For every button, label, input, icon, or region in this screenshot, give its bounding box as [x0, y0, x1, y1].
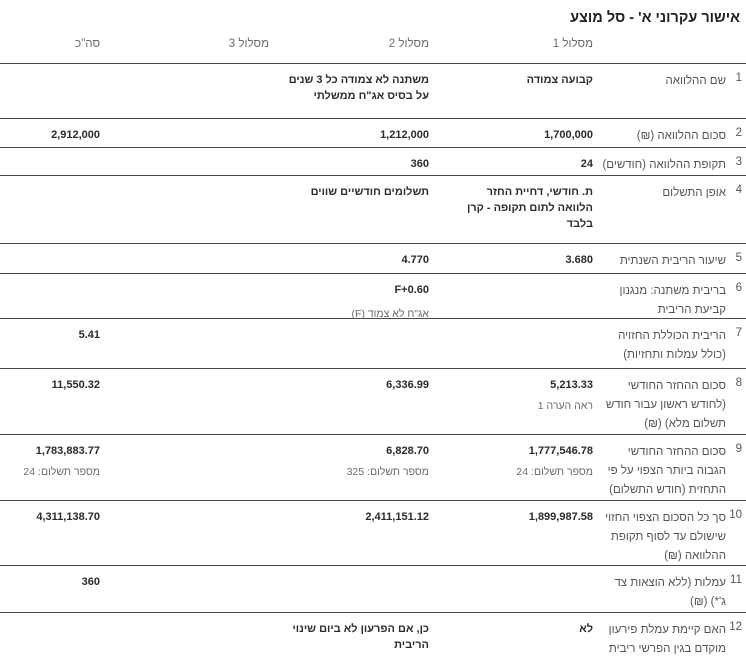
row-label: אופן התשלום — [662, 187, 726, 199]
cell-value: 6,336.99 — [386, 379, 429, 391]
cell-track-1 — [577, 156, 593, 172]
cell-value: 5.41 — [78, 329, 100, 341]
table-row-prepayment-fee — [0, 613, 746, 660]
cell-total — [0, 377, 100, 393]
cell-track-2 — [279, 252, 429, 268]
row-label: סכום ההחזר החודשי (לחודש ראשון עבור חודש תשלום מלא) (₪) — [605, 380, 726, 430]
cell-track-1 — [469, 621, 593, 637]
cell-value: תשלומים חודשיים שווים — [310, 186, 429, 198]
row-number: 6 — [735, 282, 742, 294]
table-row-fees — [0, 566, 746, 613]
table-header — [0, 34, 746, 64]
cell-track-2 — [279, 443, 429, 480]
row-number: 9 — [735, 443, 742, 455]
column-header-track-1: מסלול 1 — [552, 38, 593, 50]
row-label: שם ההלוואה — [665, 75, 726, 87]
table-row-payment-method — [0, 176, 746, 244]
column-header-total: סה"כ — [75, 38, 100, 50]
cell-track-1 — [469, 509, 593, 525]
row-number: 7 — [735, 327, 742, 339]
row-label: עמלות (ללא הוצאות צד ג'*) (₪) — [614, 577, 726, 608]
cell-value: 1,899,987.58 — [528, 511, 593, 523]
cell-value: 360 — [81, 576, 100, 588]
row-number: 8 — [735, 377, 742, 389]
cell-value: F+0.60 — [394, 284, 429, 296]
cell-note: ראה הערה 1 — [537, 400, 593, 412]
cell-track-2 — [279, 72, 429, 104]
row-number: 1 — [735, 72, 742, 84]
table-row-monthly-payment — [0, 369, 746, 435]
row-number: 4 — [735, 184, 742, 196]
table-row-variable-mechanism — [0, 274, 746, 319]
cell-value: 360 — [410, 158, 429, 170]
cell-value: 1,212,000 — [380, 129, 429, 141]
row-number: 3 — [735, 156, 742, 168]
cell-value: משתנה לא צמודה כל 3 שנים על בסיס אג"ח ממשלתי — [288, 74, 429, 102]
column-header-track-3: מסלול 3 — [228, 38, 269, 50]
cell-track-2 — [279, 127, 429, 143]
cell-track-2 — [279, 184, 429, 200]
table-row-annual-interest — [0, 244, 746, 274]
column-header-track-2: מסלול 2 — [388, 38, 429, 50]
row-label: האם קיימת עמלת פירעון מוקדם בגין הפרשי ריבית — [608, 624, 726, 655]
cell-value: לא — [579, 623, 593, 635]
cell-value: 11,550.32 — [51, 379, 100, 391]
cell-track-2 — [279, 377, 429, 393]
cell-value: ת. חודשי, דחיית החזר הלוואה לתום תקופה - קרן בלבד — [466, 186, 593, 230]
cell-total — [0, 574, 100, 590]
cell-value: 5,213.33 — [550, 379, 593, 391]
cell-total — [0, 127, 100, 143]
cell-track-1 — [469, 443, 593, 480]
cell-value: כן, אם הפרעון לא ביום שינוי הריבית — [292, 623, 429, 651]
cell-track-1 — [469, 127, 593, 143]
cell-value: 2,912,000 — [51, 129, 100, 141]
row-label: שיעור הריבית השנתית — [619, 255, 726, 267]
cell-track-2 — [279, 282, 429, 322]
cell-value: 1,777,546.78 — [528, 445, 593, 457]
table-row-loan-amount — [0, 119, 746, 148]
cell-track-1 — [469, 72, 593, 88]
row-number: 12 — [729, 621, 742, 633]
row-label: הריבית הכוללת החזויה (כולל עמלות ותחזיות) — [618, 330, 726, 361]
row-label: סכום ההחזר החודשי הגבוה ביותר הצפוי על פי התחזית (חודש התשלום) — [607, 446, 726, 496]
table-row-loan-name — [0, 64, 746, 119]
row-label: בריבית משתנה: מנגנון קביעת הריבית — [619, 285, 726, 316]
cell-value: קבועה צמודה — [526, 74, 593, 86]
row-number: 2 — [735, 127, 742, 139]
page-title: אישור עקרוני א' - סל מוצע — [570, 10, 740, 26]
row-number: 10 — [729, 509, 742, 521]
cell-track-1 — [469, 252, 593, 268]
cell-value: 4.770 — [401, 254, 429, 266]
cell-track-1 — [453, 184, 593, 232]
row-number: 5 — [735, 252, 742, 264]
cell-track-2 — [279, 156, 429, 172]
row-label: תקופת ההלוואה (חודשים) — [602, 159, 726, 171]
row-label: סך כל הסכום הצפוי החזוי שישולם עד לסוף תקופת ההלוואה (₪) — [605, 512, 726, 562]
cell-value: 1,783,883.77 — [35, 445, 100, 457]
cell-track-2 — [279, 509, 429, 525]
cell-track-2 — [279, 621, 429, 653]
cell-value: 4,311,138.70 — [36, 511, 100, 523]
cell-total — [0, 443, 100, 480]
cell-total — [0, 327, 100, 343]
table-row-total-interest — [0, 319, 746, 369]
table-row-max-monthly-payment — [0, 435, 746, 501]
cell-value: 1,700,000 — [544, 129, 593, 141]
cell-value: 6,828.70 — [386, 445, 429, 457]
row-label: סכום ההלוואה (₪) — [636, 130, 726, 142]
table-row-loan-period — [0, 148, 746, 176]
cell-note: אג"ח לא צמוד (F) — [351, 308, 429, 320]
cell-note: מספר תשלום: 24 — [516, 466, 593, 478]
cell-value: 24 — [580, 158, 593, 170]
cell-track-1 — [469, 377, 593, 414]
cell-total — [0, 509, 100, 525]
table-row-total-expected — [0, 501, 746, 566]
cell-note: מספר תשלום: 24 — [23, 466, 100, 478]
cell-note: מספר תשלום: 325 — [346, 466, 429, 478]
cell-value: 3.680 — [565, 254, 593, 266]
row-number: 11 — [730, 574, 742, 586]
cell-value: 2,411,151.12 — [365, 511, 429, 523]
